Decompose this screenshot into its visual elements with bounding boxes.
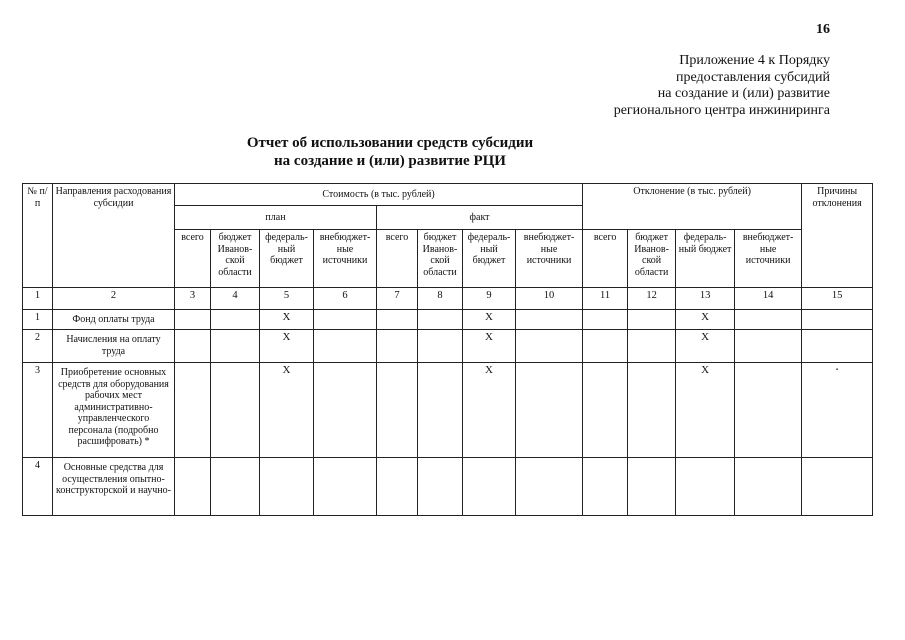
cell-plan-federal: X [260, 330, 314, 363]
cell-dev-federal: X [676, 330, 735, 363]
column-number: 7 [377, 288, 418, 310]
table-row [23, 310, 873, 330]
cell [211, 458, 260, 516]
cell [314, 310, 377, 330]
cell [628, 363, 676, 458]
cell [516, 363, 583, 458]
cell [377, 310, 418, 330]
cell [628, 330, 676, 363]
appendix-line: Приложение 4 к Порядку [679, 53, 830, 68]
cell-plan-federal [260, 458, 314, 516]
cell [377, 458, 418, 516]
cell [628, 310, 676, 330]
cell [735, 330, 802, 363]
cell [735, 310, 802, 330]
row-direction: Начисления на оплату труда [53, 330, 175, 363]
header-plan-total: всего [175, 230, 211, 288]
cell [583, 330, 628, 363]
cell-plan-federal: X [260, 363, 314, 458]
row-number: 3 [23, 363, 53, 458]
cell [314, 458, 377, 516]
appendix-line: регионального центра инжиниринга [613, 102, 830, 118]
cell [418, 363, 463, 458]
header-deviation: Отклонение (в тыс. рублей) [583, 184, 802, 230]
cell-dev-federal: X [676, 310, 735, 330]
header-row-1 [23, 184, 873, 206]
cell [175, 330, 211, 363]
header-fact-regional: бюджет Иванов-ской области [418, 230, 463, 288]
appendix-reference [614, 53, 830, 119]
cell-reason [802, 310, 873, 330]
cell [418, 330, 463, 363]
header-fact-extra: внебюджет-ные источники [516, 230, 583, 288]
cell [516, 458, 583, 516]
cell [175, 363, 211, 458]
column-number: 13 [676, 288, 735, 310]
cell-fact-federal: X [463, 310, 516, 330]
cell-fact-federal: X [463, 330, 516, 363]
column-number: 1 [23, 288, 53, 310]
cell [211, 310, 260, 330]
cell [314, 330, 377, 363]
table-row [23, 363, 873, 458]
column-number: 11 [583, 288, 628, 310]
table-row [23, 458, 873, 516]
column-number: 4 [211, 288, 260, 310]
cell [628, 458, 676, 516]
column-number: 8 [418, 288, 463, 310]
column-number: 9 [463, 288, 516, 310]
cell-reason [802, 458, 873, 516]
header-dev-federal: федераль-ный бюджет [676, 230, 735, 288]
header-plan-extra: внебюджет-ные источники [314, 230, 377, 288]
header-plan-regional: бюджет Иванов-ской области [211, 230, 260, 288]
cell-fact-federal: X [463, 363, 516, 458]
cell-reason [802, 330, 873, 363]
header-dev-total: всего [583, 230, 628, 288]
cell [211, 330, 260, 363]
column-number: 15 [802, 288, 873, 310]
cell [735, 363, 802, 458]
table-row [23, 330, 873, 363]
header-direction: Направления расходования субсидии [53, 184, 175, 288]
column-number: 14 [735, 288, 802, 310]
report-title-line-1: Отчет об использовании средств субсидии [246, 135, 534, 151]
cell [583, 458, 628, 516]
cell-dev-federal [676, 458, 735, 516]
report-title [190, 134, 590, 170]
cell [516, 330, 583, 363]
header-dev-extra: внебюджет-ные источники [735, 230, 802, 288]
header-cost: Стоимость (в тыс. рублей) [175, 184, 583, 206]
row-direction: Приобретение основных средств для оборудования рабочих мест административно-управленческого персонала (подробно расшифровать) * [53, 363, 175, 458]
cell [175, 458, 211, 516]
header-reasons: Причины отклонения [802, 184, 873, 288]
cell [418, 310, 463, 330]
cell [516, 310, 583, 330]
row-number: 2 [23, 330, 53, 363]
page-number: 16 [816, 22, 830, 37]
row-number: 4 [23, 458, 53, 516]
cell [175, 310, 211, 330]
row-direction: Основные средства для осуществления опытно-конструкторской и научно- [53, 458, 175, 516]
column-numbers-row [23, 288, 873, 310]
cell [377, 363, 418, 458]
cell [735, 458, 802, 516]
header-plan: план [175, 206, 377, 230]
header-no: № п/п [23, 184, 53, 288]
appendix-line: на создание и (или) развитие [657, 86, 830, 101]
cell [211, 363, 260, 458]
column-number: 3 [175, 288, 211, 310]
row-number: 1 [23, 310, 53, 330]
header-plan-federal: федераль-ный бюджет [260, 230, 314, 288]
column-number: 6 [314, 288, 377, 310]
header-fact: факт [377, 206, 583, 230]
cell [583, 363, 628, 458]
header-fact-total: всего [377, 230, 418, 288]
cell-fact-federal [463, 458, 516, 516]
cell [377, 330, 418, 363]
cell [314, 363, 377, 458]
row-direction: Фонд оплаты труда [53, 310, 175, 330]
cell-reason: · [802, 363, 873, 458]
header-dev-regional: бюджет Иванов-ской области [628, 230, 676, 288]
report-title-line-2: на создание и (или) развитие РЦИ [274, 153, 506, 169]
column-number: 5 [260, 288, 314, 310]
column-number: 2 [53, 288, 175, 310]
cell [418, 458, 463, 516]
cell [583, 310, 628, 330]
subsidy-report-table [22, 183, 873, 516]
cell-dev-federal: X [676, 363, 735, 458]
appendix-line: предоставления субсидий [675, 69, 830, 85]
header-fact-federal: федераль-ный бюджет [463, 230, 516, 288]
column-number: 12 [628, 288, 676, 310]
column-number: 10 [516, 288, 583, 310]
cell-plan-federal: X [260, 310, 314, 330]
